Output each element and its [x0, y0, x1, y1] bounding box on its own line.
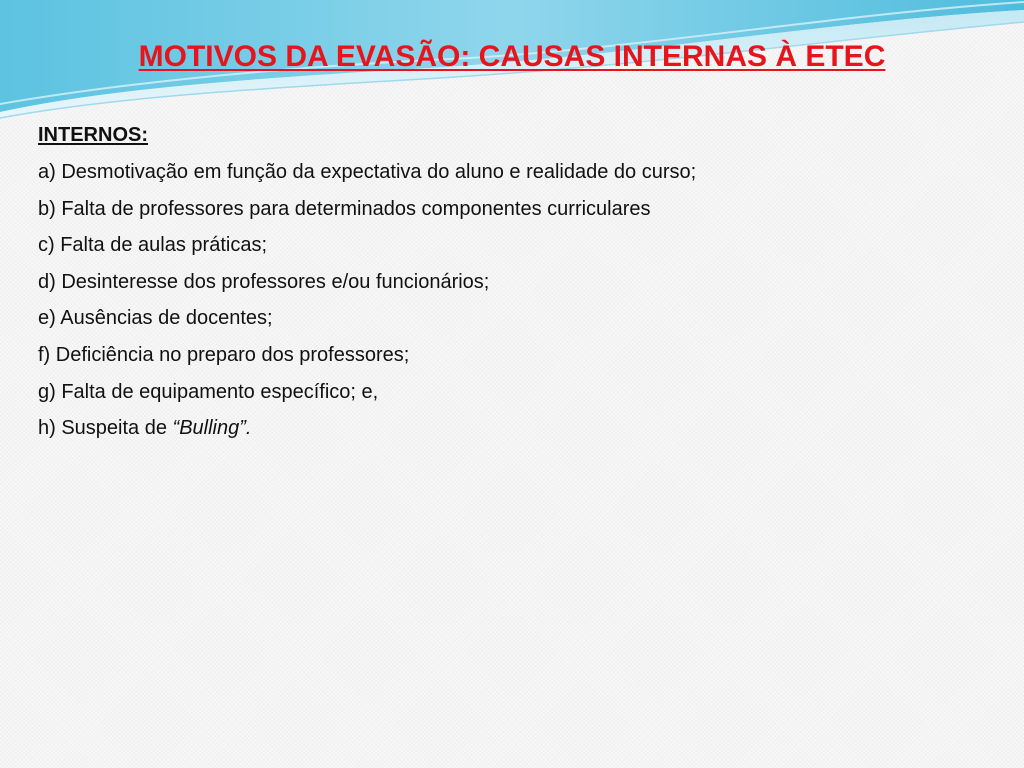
- list-item: [38, 414, 998, 442]
- list-item: c) Falta de aulas práticas;: [38, 234, 267, 257]
- list-item: f) Deficiência no preparo dos professores;: [38, 343, 410, 366]
- list-item: g) Falta de equipamento específico; e,: [38, 380, 379, 403]
- causes-list: [38, 158, 998, 442]
- list-item-emphasis: “Bulling”.: [172, 417, 252, 440]
- list-item: a) Desmotivação em função da expectativa do aluno e realidade do curso;: [38, 161, 697, 183]
- section-heading: INTERNOS:: [38, 124, 148, 146]
- list-item: e) Ausências de docentes;: [38, 307, 273, 330]
- list-item: d) Desinteresse dos professores e/ou funcionários;: [38, 270, 490, 293]
- list-item: b) Falta de professores para determinados componentes curriculares: [38, 197, 651, 220]
- slide-title: MOTIVOS DA EVASÃO: CAUSAS INTERNAS À ETEC: [138, 40, 886, 73]
- slide-content: [38, 121, 998, 451]
- list-item-prefix: h) Suspeita de: [38, 417, 173, 440]
